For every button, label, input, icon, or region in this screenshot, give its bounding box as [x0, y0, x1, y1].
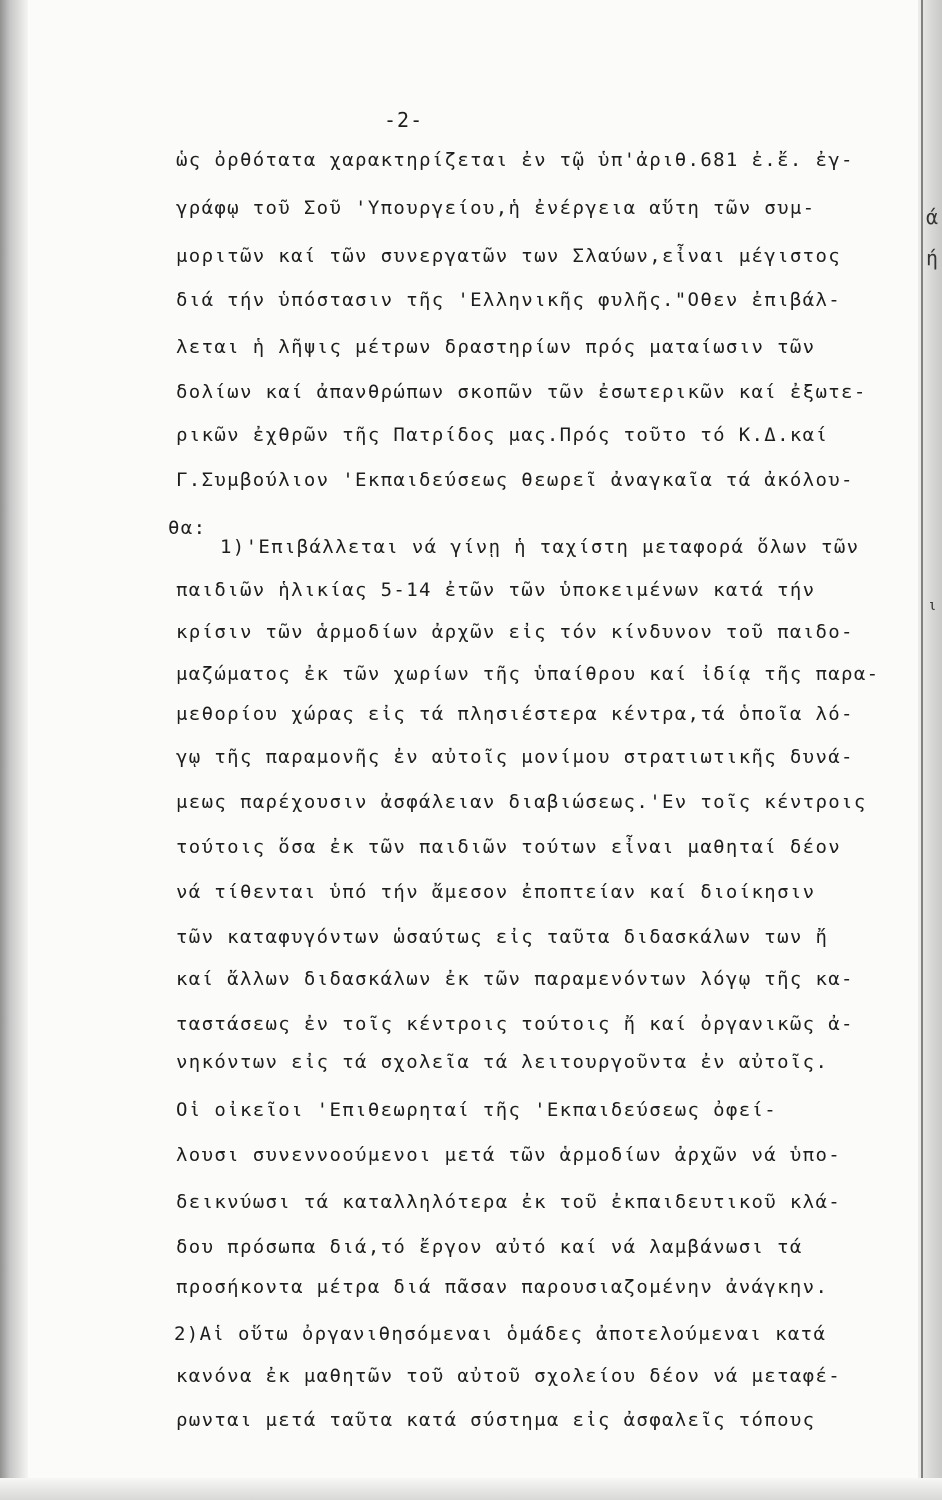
text-line: κρίσιν τῶν ἁρμοδίων ἀρχῶν εἰς τόν κίνδυνον τοῦ παιδο- [176, 621, 854, 643]
text-line: καί ἄλλων διδασκάλων ἐκ τῶν παραμενόντων λόγῳ τῆς κα- [176, 968, 854, 990]
text-line: διά τήν ὑπόστασιν τῆς 'Ελληνικῆς φυλῆς."Οθεν ἐπιβάλ- [176, 289, 842, 311]
bottom-edge-shadow [0, 1478, 942, 1500]
margin-mark: ή [926, 246, 939, 270]
text-line: λουσι συνεννοούμενοι μετά τῶν ἁρμοδίων ἀρχῶν νά ὑπο- [176, 1144, 842, 1166]
text-line: παιδιῶν ἡλικίας 5-14 ἐτῶν τῶν ὑποκειμένων κατά τήν [176, 579, 816, 601]
margin-mark: ι [928, 598, 937, 614]
text-line: δεικνύωσι τά καταλληλότερα ἐκ τοῦ ἐκπαιδευτικοῦ κλά- [176, 1191, 842, 1213]
text-line: νηκόντων εἰς τά σχολεῖα τά λειτουργοῦντα ἐν αὐτοῖς. [176, 1051, 829, 1073]
text-line: μεως παρέχουσιν ἀσφάλειαν διαβιώσεως.'Εν τοῖς κέντροις [176, 791, 867, 813]
text-line: θα: [168, 517, 207, 539]
text-line: δου πρόσωπα διά,τό ἔργον αὐτό καί νά λαμβάνωσι τά [176, 1236, 803, 1258]
text-line: Οἱ οἰκεῖοι 'Επιθεωρηταί τῆς 'Εκπαιδεύσεως ὀφεί- [176, 1099, 778, 1121]
text-line: μοριτῶν καί τῶν συνεργατῶν των Σλαύων,εἶναι μέγιστος [176, 245, 842, 267]
text-line: Γ.Συμβούλιον 'Εκπαιδεύσεως θεωρεῖ ἀναγκαῖα τά ἀκόλου- [176, 469, 854, 491]
text-line: τῶν καταφυγόντων ὡσαύτως εἰς ταῦτα διδασκάλων των ἤ [176, 926, 829, 948]
text-line: ὡς ὀρθότατα χαρακτηρίζεται ἐν τῷ ὑπ'ἀριθ.681 ἐ.ἔ. ἐγ- [176, 149, 854, 171]
text-line: ρικῶν ἐχθρῶν τῆς Πατρίδος μας.Πρός τοῦτο τό Κ.Δ.καί [176, 424, 829, 446]
page-fold-shadow [0, 0, 28, 1500]
margin-mark: ά [926, 205, 939, 229]
text-line: κανόνα ἐκ μαθητῶν τοῦ αὐτοῦ σχολείου δέον νά μεταφέ- [176, 1365, 842, 1387]
page-edge-line [921, 0, 923, 1500]
text-line: τούτοις ὅσα ἐκ τῶν παιδιῶν τούτων εἶναι μαθηταί δέον [176, 836, 842, 858]
text-line: μαζώματος ἐκ τῶν χωρίων τῆς ὑπαίθρου καί ἰδίᾳ τῆς παρα- [176, 663, 880, 685]
text-line: προσήκοντα μέτρα διά πᾶσαν παρουσιαζομένην ἀνάγκην. [176, 1276, 829, 1298]
text-line: δολίων καί ἀπανθρώπων σκοπῶν τῶν ἐσωτερικῶν καί ἐξωτε- [176, 381, 867, 403]
text-line: λεται ἡ λῆψις μέτρων δραστηρίων πρός ματαίωσιν τῶν [176, 336, 816, 358]
text-line: ταστάσεως ἐν τοῖς κέντροις τούτοις ἤ καί ὀργανικῶς ἀ- [176, 1013, 854, 1035]
text-line: γράφῳ τοῦ Σοῦ 'Υπουργείου,ἡ ἐνέργεια αὕτη τῶν συμ- [176, 197, 816, 219]
text-line: ρωνται μετά ταῦτα κατά σύστημα εἰς ἀσφαλεῖς τόπους [176, 1409, 816, 1431]
text-line: 1)'Επιβάλλεται νά γίνῃ ἡ ταχίστη μεταφορά ὅλων τῶν [220, 536, 860, 558]
page-number: -2- [384, 108, 424, 132]
text-line: νά τίθενται ὑπό τήν ἄμεσον ἐποπτείαν καί διοίκησιν [176, 881, 816, 903]
text-line: γῳ τῆς παραμονῆς ἐν αὐτοῖς μονίμου στρατιωτικῆς δυνά- [176, 746, 854, 768]
text-line: 2)Αἱ οὕτω ὀργανιθησόμεναι ὁμάδες ἀποτελούμεναι κατά [174, 1323, 827, 1345]
text-line: μεθορίου χώρας εἰς τά πλησιέστερα κέντρα,τά ὁποῖα λό- [176, 703, 854, 725]
